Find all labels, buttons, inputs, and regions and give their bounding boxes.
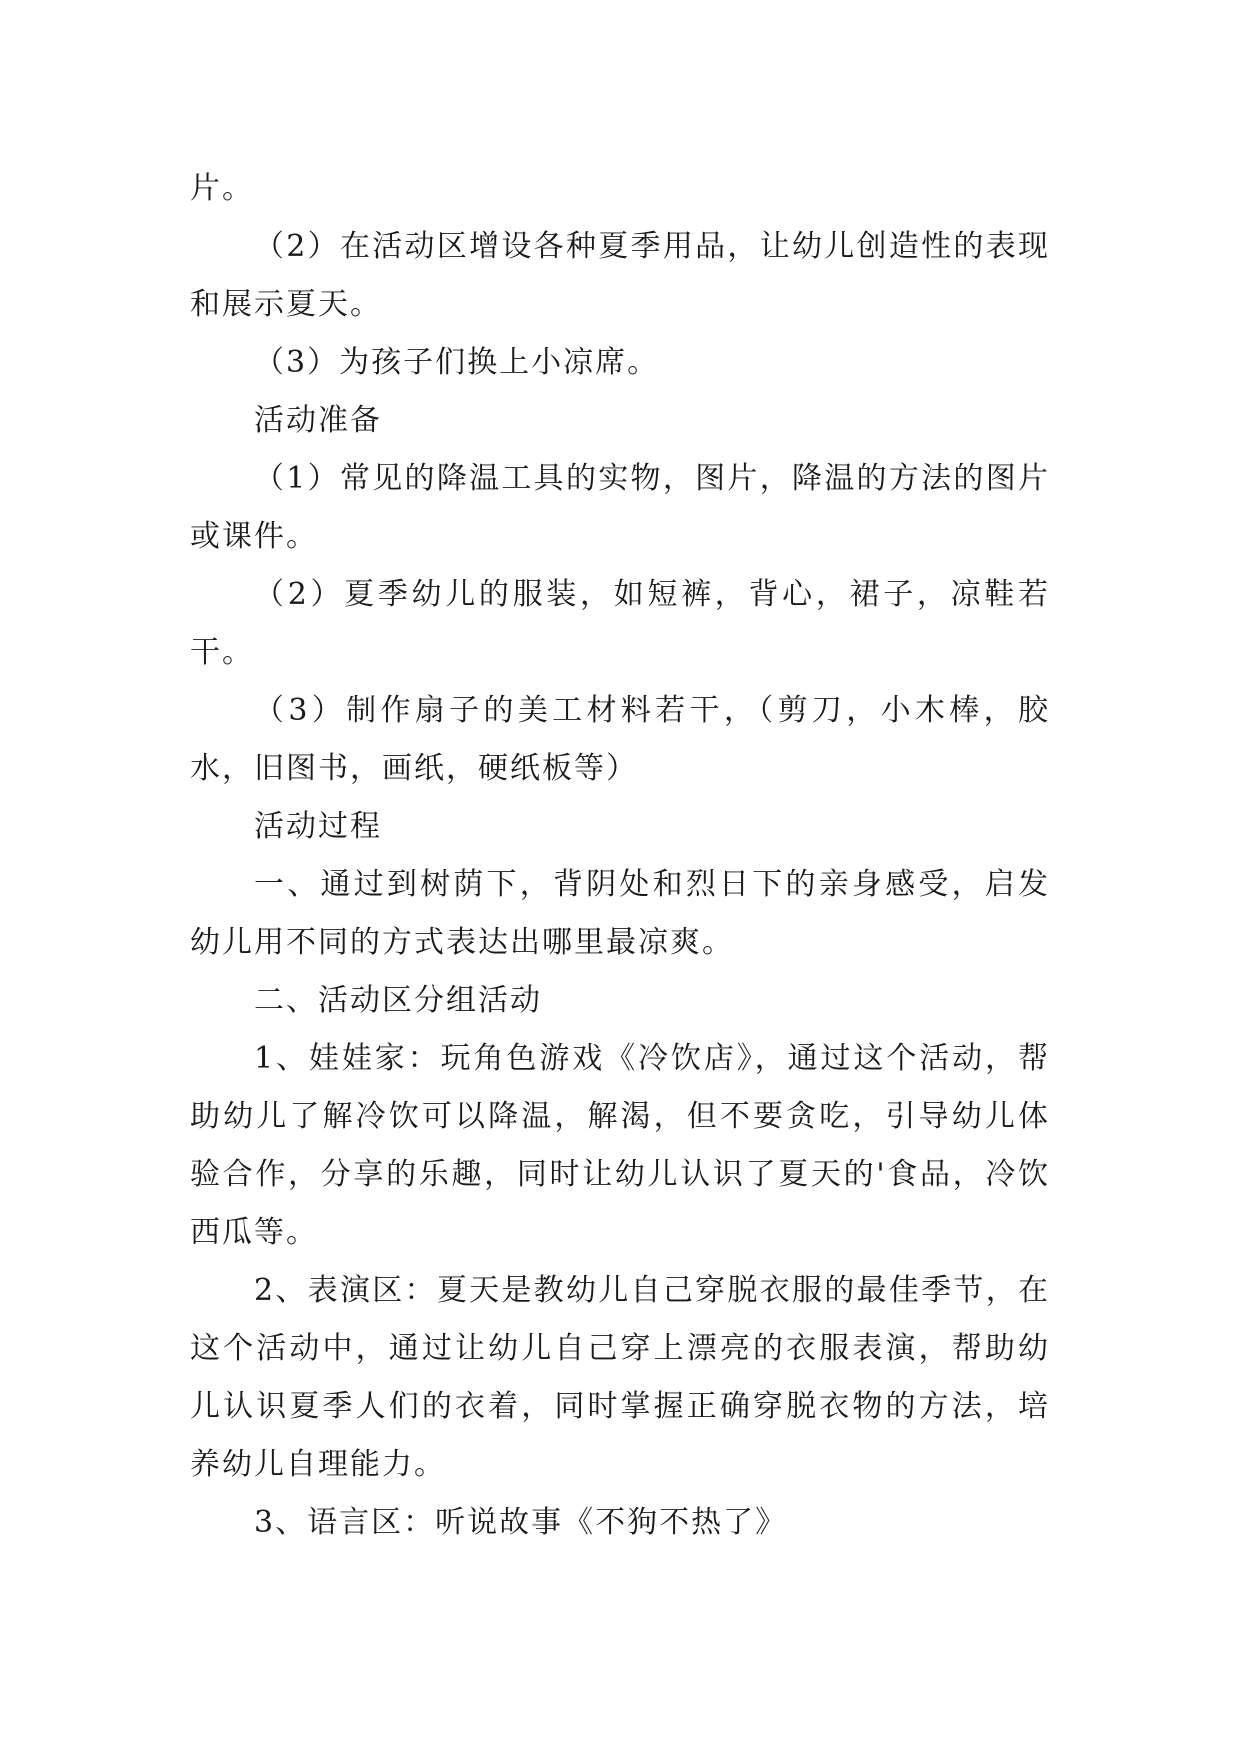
paragraph-continuation: 片。 [190, 171, 254, 206]
section-heading-preparation: 活动准备 [254, 403, 382, 438]
paragraph-process-2: 二、活动区分组活动 [254, 983, 542, 1018]
paragraph-prep-2: （2）夏季幼儿的服装，如短裤，背心，裙子，凉鞋若干。 [190, 577, 1050, 670]
paragraph-item-2: （2）在活动区增设各种夏季用品，让幼儿创造性的表现和展示夏天。 [190, 229, 1050, 322]
paragraph-performance-area: 2、表演区：夏天是教幼儿自己穿脱衣服的最佳季节，在这个活动中，通过让幼儿自己穿上漂亮的衣服表演，帮助幼儿认识夏季人们的衣着，同时掌握正确穿脱衣物的方法，培养幼儿自理能力。 [190, 1273, 1050, 1482]
paragraph-item-3: （3）为孩子们换上小凉席。 [254, 345, 660, 380]
paragraph-language-area: 3、语言区：听说故事《不狗不热了》 [254, 1505, 788, 1540]
document-body [190, 160, 1050, 1552]
paragraph-prep-3: （3）制作扇子的美工材料若干，（剪刀，小木棒，胶水，旧图书，画纸，硬纸板等） [190, 693, 1050, 786]
paragraph-doll-house: 1、娃娃家：玩角色游戏《冷饮店》，通过这个活动，帮助幼儿了解冷饮可以降温，解渴，但不要贪吃，引导幼儿体验合作，分享的乐趣，同时让幼儿认识了夏天的'食品，冷饮西瓜等。 [190, 1041, 1050, 1250]
section-heading-process: 活动过程 [254, 809, 382, 844]
paragraph-process-1: 一、通过到树荫下，背阴处和烈日下的亲身感受，启发幼儿用不同的方式表达出哪里最凉爽。 [190, 867, 1050, 960]
paragraph-prep-1: （1）常见的降温工具的实物，图片，降温的方法的图片或课件。 [190, 461, 1050, 554]
